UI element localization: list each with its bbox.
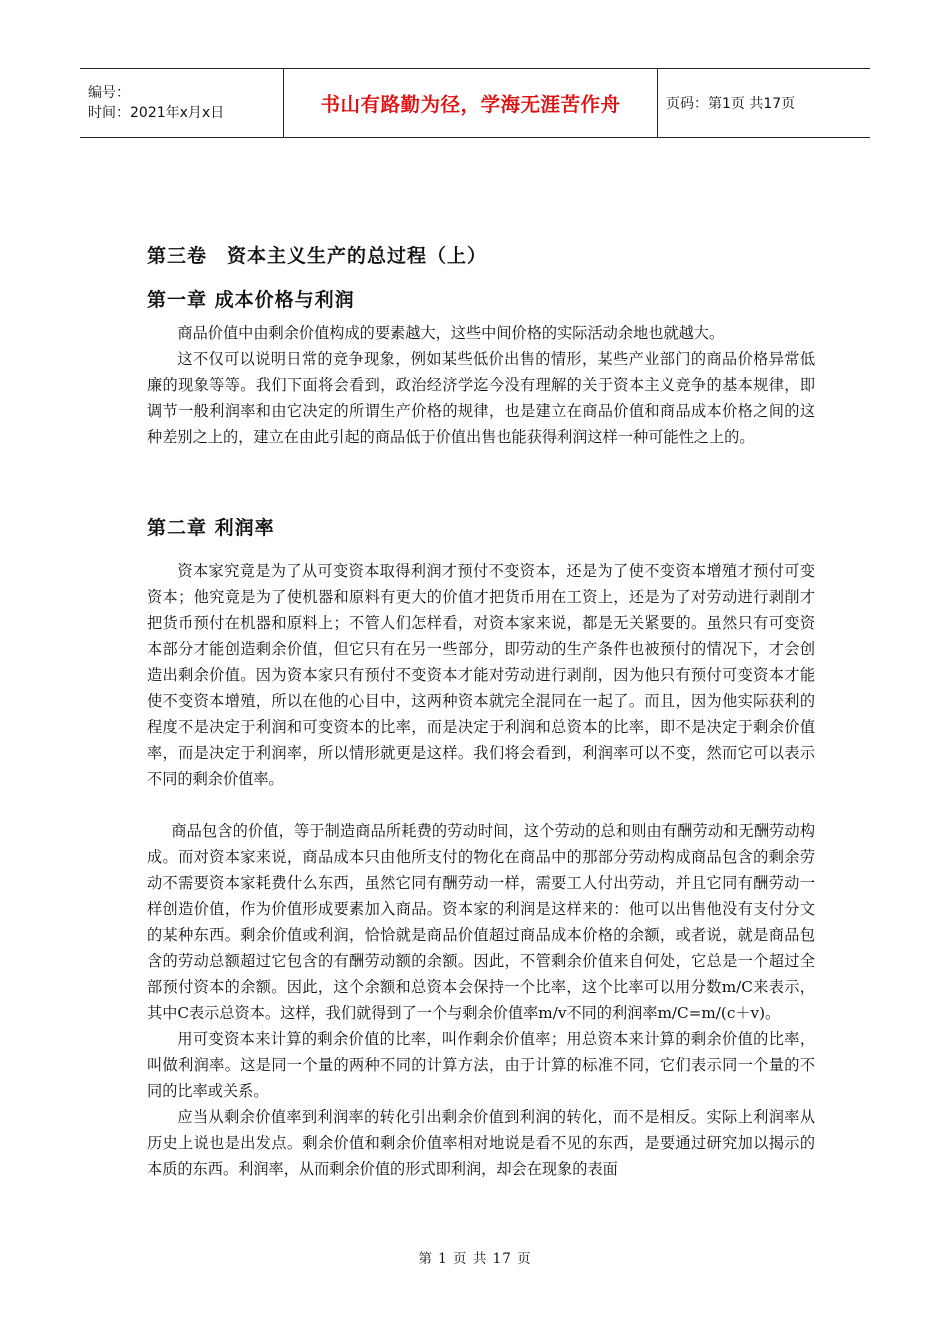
- chapter-1-paragraph: 这不仅可以说明日常的竞争现象，例如某些低价出售的情形，某些产业部门的商品价格异常低廉的现象等等。我们下面将会看到，政治经济学迄今没有理解的关于资本主义竞争的基本规律，即调节一般利润率和由它决定的所谓生产价格的规律，也是建立在商品价值和商品成本价格之间的这种差别之上的，建立在由此引起的商品低于价值出售也能获得利润这样一种可能性之上的。: [147, 350, 815, 446]
- chapter-1-title: 第一章 成本价格与利润: [147, 289, 355, 311]
- header-page-info: 页码：第1页 共17页: [666, 96, 796, 112]
- page-header: [80, 68, 870, 138]
- chapter-2-paragraph: 用可变资本来计算的剩余价值的比率，叫作剩余价值率；用总资本来计算的剩余价值的比率，叫做利润率。这是同一个量的两种不同的计算方法，由于计算的标准不同，它们表示同一个量的不同的比率或关系。: [147, 1030, 815, 1100]
- volume-title: 第三卷 资本主义生产的总过程（上）: [147, 245, 488, 267]
- document-number-label: 编号：: [88, 85, 130, 101]
- chapter-1-paragraph: 商品价值中由剩余价值构成的要素越大，这些中间价格的实际活动余地也就越大。: [177, 324, 725, 342]
- header-meta: [80, 69, 284, 137]
- page-footer: 第 1 页 共 17 页: [418, 1251, 532, 1267]
- document-time-label: 时间：2021年x月x日: [88, 105, 225, 121]
- chapter-2-paragraph: 资本家究竟是为了从可变资本取得利润才预付不变资本，还是为了使不变资本增殖才预付可变资本；他究竟是为了使机器和原料有更大的价值才把货币用在工资上，还是为了对劳动进行剥削才把货币预付在机器和原料上；不管人们怎样看，对资本家来说，都是无关紧要的。虽然只有可变资本部分才能创造剩余价值，但它只有在另一些部分，即劳动的生产条件也被预付的情况下，才会创造出剩余价值。因为资本家只有预付不变资本才能对劳动进行剥削，因为他只有预付可变资本才能使不变资本增殖，所以在他的心目中，这两种资本就完全混同在一起了。而且，因为他实际获利的程度不是决定于利润和可变资本的比率，而是决定于利润和总资本的比率，即不是决定于剩余价值率，而是决定于利润率，所以情形就更是这样。我们将会看到，利润率可以不变，然而它可以表示不同的剩余价值率。: [147, 562, 815, 788]
- header-motto: 书山有路勤为径，学海无涯苦作舟: [320, 93, 621, 116]
- document-body: [147, 238, 815, 1182]
- chapter-2-paragraph: 应当从剩余价值率到利润率的转化引出剩余价值到利润的转化，而不是相反。实际上利润率从历史上说也是出发点。剩余价值和剩余价值率相对地说是看不见的东西，是要通过研究加以揭示的本质的东西。利润率，从而剩余价值的形式即利润，却会在现象的表面: [147, 1108, 815, 1178]
- header-motto-cell: [284, 69, 658, 137]
- chapter-2-title: 第二章 利润率: [147, 517, 275, 539]
- chapter-2-paragraph: 商品包含的价值，等于制造商品所耗费的劳动时间，这个劳动的总和则由有酬劳动和无酬劳动构成。而对资本家来说，商品成本只由他所支付的物化在商品中的那部分劳动构成商品包含的剩余劳动不需要资本家耗费什么东西，虽然它同有酬劳动一样，需要工人付出劳动，并且它同有酬劳动一样创造价值，作为价值形成要素加入商品。资本家的利润是这样来的：他可以出售他没有支付分文的某种东西。剩余价值或利润，恰恰就是商品价值超过商品成本价格的余额，或者说，就是商品包含的劳动总额超过它包含的有酬劳动额的余额。因此，不管剩余价值来自何处，它总是一个超过全部预付资本的余额。因此，这个余额和总资本会保持一个比率，这个比率可以用分数m/C来表示，其中C表示总资本。这样，我们就得到了一个与剩余价值率m/v不同的利润率m/C=m/(c＋v)。: [147, 822, 815, 1022]
